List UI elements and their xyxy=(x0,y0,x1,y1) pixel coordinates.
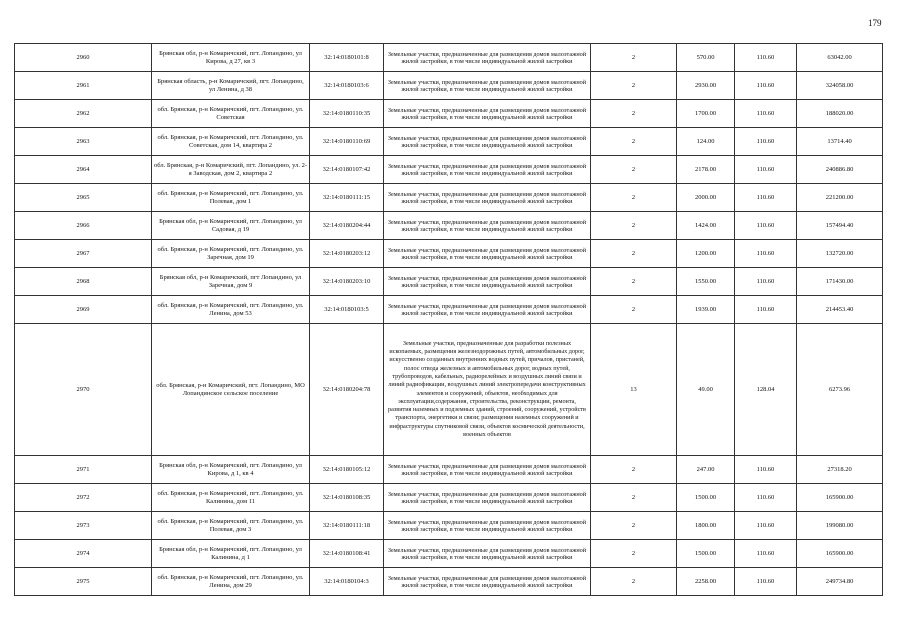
cell-cadastral-value: 165900.00 xyxy=(797,484,883,512)
cell-cadastral-number: 32:14:0180204:78 xyxy=(310,324,384,456)
cell-address: обл. Брянская, р-н Комаричский, пгт. Лопандино, ул. Полевая, дом 3 xyxy=(152,512,310,540)
cell-land-use-description: Земельные участки, предназначенные для размещения домов малоэтажной жилой застройки, в том числе индивидуальной жилой застройки xyxy=(384,128,591,156)
cell-row-number: 2974 xyxy=(15,540,152,568)
cell-address: обл. Брянская, р-н Комаричский, пгт. Лопандино, ул. Советская, дом 14, квартира 2 xyxy=(152,128,310,156)
page-number: 179 xyxy=(868,18,882,28)
cell-cadastral-value: 13714.40 xyxy=(797,128,883,156)
cell-area: 1500.00 xyxy=(677,484,735,512)
cell-cadastral-number: 32:14:0180110:69 xyxy=(310,128,384,156)
cell-area: 1424.00 xyxy=(677,212,735,240)
cell-category-code: 2 xyxy=(591,512,677,540)
cell-rate: 110.60 xyxy=(735,212,797,240)
cell-cadastral-value: 6273.96 xyxy=(797,324,883,456)
cell-category-code: 2 xyxy=(591,296,677,324)
cell-area: 49.00 xyxy=(677,324,735,456)
cell-land-use-description: Земельные участки, предназначенные для размещения домов малоэтажной жилой застройки, в том числе индивидуальной жилой застройки xyxy=(384,72,591,100)
cell-row-number: 2969 xyxy=(15,296,152,324)
cell-cadastral-value: 214453.40 xyxy=(797,296,883,324)
cell-area: 1200.00 xyxy=(677,240,735,268)
cell-cadastral-value: 165900.00 xyxy=(797,540,883,568)
land-registry-table xyxy=(14,43,883,596)
cell-rate: 110.60 xyxy=(735,240,797,268)
cell-land-use-description: Земельные участки, предназначенные для размещения домов малоэтажной жилой застройки, в том числе индивидуальной жилой застройки xyxy=(384,484,591,512)
cell-row-number: 2968 xyxy=(15,268,152,296)
cell-land-use-description: Земельные участки, предназначенные для размещения домов малоэтажной жилой застройки, в том числе индивидуальной жилой застройки xyxy=(384,296,591,324)
cell-area: 1939.00 xyxy=(677,296,735,324)
cell-cadastral-number: 32:14:0180103:6 xyxy=(310,72,384,100)
cell-land-use-description: Земельные участки, предназначенные для размещения домов малоэтажной жилой застройки, в том числе индивидуальной жилой застройки xyxy=(384,212,591,240)
cell-address: Брянская обл, р-н Комаричский, пгт. Лопандино, ул Кирова, д 1, кв 4 xyxy=(152,456,310,484)
cell-area: 1500.00 xyxy=(677,540,735,568)
cell-cadastral-value: 324058.00 xyxy=(797,72,883,100)
cell-rate: 128.04 xyxy=(735,324,797,456)
cell-address: Брянская обл, р-н Комаричский, пгт. Лопандино, ул Кирова, д 27, кв 3 xyxy=(152,44,310,72)
cell-area: 2000.00 xyxy=(677,184,735,212)
cell-cadastral-number: 32:14:0180111:18 xyxy=(310,512,384,540)
cell-cadastral-number: 32:14:0180103:5 xyxy=(310,296,384,324)
cell-cadastral-value: 188020.00 xyxy=(797,100,883,128)
cell-land-use-description: Земельные участки, предназначенные для размещения домов малоэтажной жилой застройки, в том числе индивидуальной жилой застройки xyxy=(384,100,591,128)
cell-rate: 110.60 xyxy=(735,512,797,540)
table-row xyxy=(15,456,883,484)
cell-category-code: 2 xyxy=(591,240,677,268)
cell-row-number: 2972 xyxy=(15,484,152,512)
cell-rate: 110.60 xyxy=(735,44,797,72)
cell-category-code: 2 xyxy=(591,212,677,240)
cell-address: Брянская обл, р-н Комаричский, пгт. Лопандино, ул Садовая, д 19 xyxy=(152,212,310,240)
cell-area: 2930.00 xyxy=(677,72,735,100)
cell-row-number: 2970 xyxy=(15,324,152,456)
cell-rate: 110.60 xyxy=(735,456,797,484)
cell-cadastral-value: 240886.80 xyxy=(797,156,883,184)
cell-category-code: 2 xyxy=(591,72,677,100)
table-body xyxy=(15,44,883,596)
table-row xyxy=(15,540,883,568)
cell-cadastral-number: 32:14:0180107:42 xyxy=(310,156,384,184)
cell-cadastral-number: 32:14:0180203:10 xyxy=(310,268,384,296)
cell-address: Брянская обл, р-н Комаричский, пгт. Лопандино, ул Калинина, д 1 xyxy=(152,540,310,568)
table-row xyxy=(15,44,883,72)
cell-category-code: 2 xyxy=(591,128,677,156)
cell-cadastral-value: 132720.00 xyxy=(797,240,883,268)
cell-cadastral-value: 221200.00 xyxy=(797,184,883,212)
cell-cadastral-value: 249734.80 xyxy=(797,568,883,596)
cell-row-number: 2973 xyxy=(15,512,152,540)
cell-land-use-description: Земельные участки, предназначенные для размещения домов малоэтажной жилой застройки, в том числе индивидуальной жилой застройки xyxy=(384,512,591,540)
cell-rate: 110.60 xyxy=(735,568,797,596)
table-row xyxy=(15,512,883,540)
cell-land-use-description: Земельные участки, предназначенные для размещения домов малоэтажной жилой застройки, в том числе индивидуальной жилой застройки xyxy=(384,240,591,268)
cell-address: Брянская обл, р-н Комаричский, пгт Лопандино, ул Заречная, дом 9 xyxy=(152,268,310,296)
cell-land-use-description: Земельные участки, предназначенные для размещения домов малоэтажной жилой застройки, в том числе индивидуальной жилой застройки xyxy=(384,156,591,184)
cell-category-code: 2 xyxy=(591,568,677,596)
cell-cadastral-number: 32:14:0180108:41 xyxy=(310,540,384,568)
cell-cadastral-value: 63042.00 xyxy=(797,44,883,72)
cell-category-code: 2 xyxy=(591,484,677,512)
cell-row-number: 2963 xyxy=(15,128,152,156)
cell-address: Брянская область, р-н Комаричский, пгт. Лопандино, ул Ленина, д 38 xyxy=(152,72,310,100)
cell-land-use-description: Земельные участки, предназначенные для размещения домов малоэтажной жилой застройки, в том числе индивидуальной жилой застройки xyxy=(384,268,591,296)
cell-category-code: 2 xyxy=(591,268,677,296)
table-row xyxy=(15,484,883,512)
cell-rate: 110.60 xyxy=(735,540,797,568)
cell-cadastral-number: 32:14:0180110:35 xyxy=(310,100,384,128)
cell-address: обл. Брянская, р-н Комаричский, пгт. Лопандино, ул. Советская xyxy=(152,100,310,128)
cell-category-code: 2 xyxy=(591,456,677,484)
cell-cadastral-number: 32:14:0180111:15 xyxy=(310,184,384,212)
cell-category-code: 2 xyxy=(591,540,677,568)
cell-cadastral-number: 32:14:0180104:3 xyxy=(310,568,384,596)
table-row xyxy=(15,100,883,128)
cell-rate: 110.60 xyxy=(735,184,797,212)
cell-category-code: 13 xyxy=(591,324,677,456)
table-row xyxy=(15,568,883,596)
cell-row-number: 2975 xyxy=(15,568,152,596)
cell-rate: 110.60 xyxy=(735,128,797,156)
cell-address: обл. Брянская, р-н Комаричский, пгт. Лопандино, ул. 2-я Заводская, дом 2, квартира 2 xyxy=(152,156,310,184)
cell-address: обл. Брянская, р-н Комаричский, пгт. Лопандино, ул. Полевая, дом 1 xyxy=(152,184,310,212)
cell-cadastral-value: 27318.20 xyxy=(797,456,883,484)
table-row xyxy=(15,156,883,184)
cell-cadastral-value: 157494.40 xyxy=(797,212,883,240)
table-row xyxy=(15,184,883,212)
cell-area: 124.00 xyxy=(677,128,735,156)
cell-address: обл. Брянская, р-н Комаричский, пгт. Лопандино, ул. Калинина, дом 11 xyxy=(152,484,310,512)
cell-area: 2258.00 xyxy=(677,568,735,596)
cell-land-use-description: Земельные участки, предназначенные для размещения домов малоэтажной жилой застройки, в том числе индивидуальной жилой застройки xyxy=(384,184,591,212)
cell-row-number: 2966 xyxy=(15,212,152,240)
cell-land-use-description: Земельные участки, предназначенные для размещения домов малоэтажной жилой застройки, в том числе индивидуальной жилой застройки xyxy=(384,456,591,484)
cell-rate: 110.60 xyxy=(735,484,797,512)
table-row xyxy=(15,268,883,296)
cell-category-code: 2 xyxy=(591,44,677,72)
cell-row-number: 2967 xyxy=(15,240,152,268)
cell-cadastral-number: 32:14:0180105:12 xyxy=(310,456,384,484)
cell-land-use-description: Земельные участки, предназначенные для размещения домов малоэтажной жилой застройки, в том числе индивидуальной жилой застройки xyxy=(384,44,591,72)
cell-area: 1700.00 xyxy=(677,100,735,128)
cell-rate: 110.60 xyxy=(735,100,797,128)
cell-address: обл. Брянская, р-н Комаричский, пгт. Лопандино, ул. Ленина, дом 53 xyxy=(152,296,310,324)
cell-land-use-description: Земельные участки, предназначенные для размещения домов малоэтажной жилой застройки, в том числе индивидуальной жилой застройки xyxy=(384,568,591,596)
cell-row-number: 2964 xyxy=(15,156,152,184)
cell-row-number: 2961 xyxy=(15,72,152,100)
cell-rate: 110.60 xyxy=(735,72,797,100)
cell-row-number: 2960 xyxy=(15,44,152,72)
table-row xyxy=(15,72,883,100)
cell-area: 2178.00 xyxy=(677,156,735,184)
table-row xyxy=(15,296,883,324)
cell-rate: 110.60 xyxy=(735,156,797,184)
table-row xyxy=(15,240,883,268)
cell-land-use-description: Земельные участки, предназначенные для размещения домов малоэтажной жилой застройки, в том числе индивидуальной жилой застройки xyxy=(384,540,591,568)
cell-row-number: 2971 xyxy=(15,456,152,484)
cell-category-code: 2 xyxy=(591,184,677,212)
table-row xyxy=(15,212,883,240)
cell-rate: 110.60 xyxy=(735,296,797,324)
cell-land-use-description: Земельные участки, предназначенные для разработки полезных ископаемых, размещения железнодорожных путей, автомобильных дорог, искусственно созданных внутренних водных путей, причалов, пристаней, полос отвода железных и автомобильных дорог, водных путей, трубопроводов, кабельных, радиорелейных и воздушных линий связи и линий радиофикации, воздушных линий электропередачи конструктивных элементов и сооружений, объектов, необходимых для эксплуатации,содержания, строительства, реконструкции, ремонта, развития наземных и подземных зданий, строений, сооружений, устройств транспорта, энергетики и связи; размещения наземных сооружений и инфраструктуры спутниковой связи, объектов космической деятельности, военных объектов xyxy=(384,324,591,456)
cell-address: обл. Брянская, р-н Комаричский, пгт. Лопандино, ул. Заречная, дом 19 xyxy=(152,240,310,268)
cell-rate: 110.60 xyxy=(735,268,797,296)
cell-area: 1800.00 xyxy=(677,512,735,540)
cell-row-number: 2962 xyxy=(15,100,152,128)
cell-cadastral-number: 32:14:0180204:44 xyxy=(310,212,384,240)
cell-area: 570.00 xyxy=(677,44,735,72)
table-row xyxy=(15,324,883,456)
table-row xyxy=(15,128,883,156)
cell-address: обл. Брянская, р-н Комаричский, пгт. Лопандино, ул. Ленина, дом 29 xyxy=(152,568,310,596)
cell-cadastral-value: 199080.00 xyxy=(797,512,883,540)
cell-cadastral-number: 32:14:0180203:12 xyxy=(310,240,384,268)
cell-area: 247.00 xyxy=(677,456,735,484)
cell-area: 1550.00 xyxy=(677,268,735,296)
cell-cadastral-number: 32:14:0180108:35 xyxy=(310,484,384,512)
cell-address: обл. Брянская, р-н Комаричский, пгт. Лопандино, МО Лопандинское сельское поселение xyxy=(152,324,310,456)
cell-category-code: 2 xyxy=(591,156,677,184)
cell-cadastral-value: 171430.00 xyxy=(797,268,883,296)
cell-cadastral-number: 32:14:0180101:8 xyxy=(310,44,384,72)
cell-category-code: 2 xyxy=(591,100,677,128)
cell-row-number: 2965 xyxy=(15,184,152,212)
